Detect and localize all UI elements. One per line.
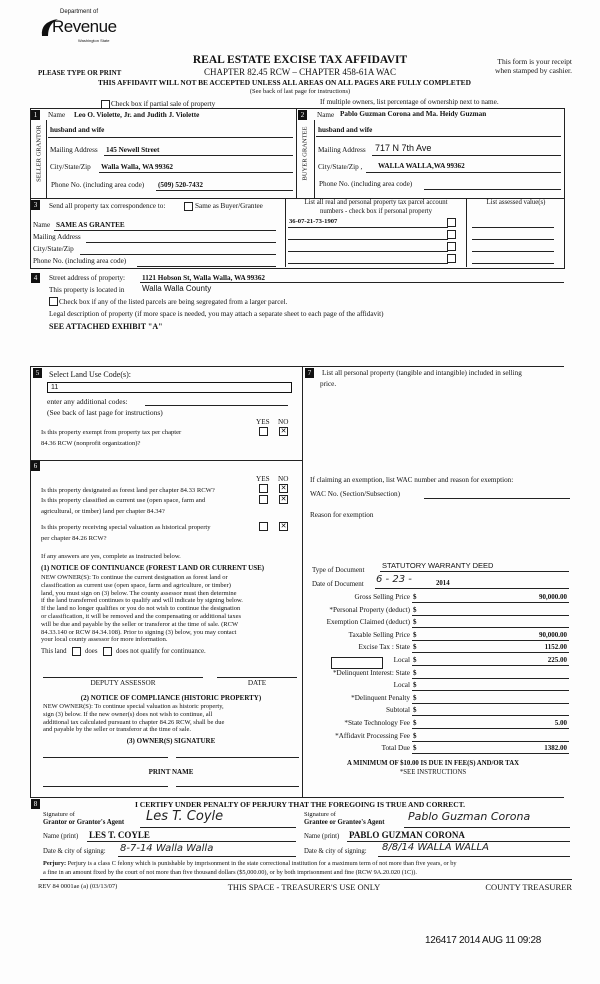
street-field[interactable]: 1121 Hobson St, Walla Walla, WA 99362 xyxy=(142,274,266,282)
parcel-header-1: List all real and personal property tax parcel account xyxy=(304,199,448,206)
section-number: 1 xyxy=(31,110,40,120)
grantor-date-city-field[interactable]: 8-7-14 Walla Walla xyxy=(120,843,214,854)
recording-stamp: 126417 2014 AUG 11 09:28 xyxy=(425,935,542,946)
does-not-qualify-checkbox[interactable] xyxy=(103,647,112,656)
forest-question: Is this property designated as forest land per chapter 84.33 RCW? xyxy=(41,487,215,494)
seller-side-label: SELLER GRANTOR xyxy=(35,125,43,182)
name-print-label: Name (print) xyxy=(304,833,340,840)
grantor-signature[interactable]: Les T. Coyle xyxy=(146,809,224,824)
notice2-title: (2) NOTICE OF COMPLIANCE (HISTORIC PROPERTY) xyxy=(80,694,262,702)
notice1-body xyxy=(41,574,243,644)
county-label: This property is located in xyxy=(49,286,125,294)
current-use-question: Is this property classified as current use (open space, farm and xyxy=(41,497,206,504)
parcel-number-field[interactable] xyxy=(288,263,448,264)
tax-row-label: Gross Selling Price xyxy=(354,593,410,601)
seller-phone-label: Phone No. (including area code) xyxy=(51,181,145,189)
form-id: REV 84 0001ae (a) (03/13/07) xyxy=(38,883,118,890)
buyer-city-label: City/State/Zip , xyxy=(318,163,363,171)
grantor-agent-label: Grantor or Grantor's Agent xyxy=(43,819,125,826)
exempt-question: Is this property exempt from property tax per chapter xyxy=(41,429,182,436)
corr-city-label: City/State/Zip xyxy=(33,245,74,253)
section-number: 5 xyxy=(33,368,42,378)
currency-symbol: $ xyxy=(413,618,417,627)
currency-symbol: $ xyxy=(413,605,417,614)
tax-row-label: *Affidavit Processing Fee xyxy=(335,731,410,740)
sig-of-label: Signature of xyxy=(43,811,75,818)
owner-signature-title: (3) OWNER(S) SIGNATURE xyxy=(126,737,216,745)
currency-symbol: $ xyxy=(413,668,417,677)
notice-line: additional tax calculated pursuant to chapter 84.26 RCW, shall be due xyxy=(43,718,225,726)
tax-row-label: *Delinquent Interest: State xyxy=(332,668,410,677)
forest-yes-checkbox[interactable] xyxy=(259,484,268,493)
multiple-owners-note: If multiple owners, list percentage of ownership next to name. xyxy=(320,98,499,106)
dept-logo-text: Revenue xyxy=(52,17,117,36)
land-use-code-field[interactable]: 11 xyxy=(47,382,292,393)
personal-property-checkbox[interactable] xyxy=(447,242,456,251)
currency-symbol: $ xyxy=(413,719,417,727)
treasurer-use-label: THIS SPACE - TREASURER'S USE ONLY xyxy=(227,882,381,892)
buyer-side-label: BUYER GRANTEE xyxy=(301,126,309,181)
date-city-label: Date & city of signing: xyxy=(304,848,367,855)
notice-line: If the land no longer qualifies or you do not wish to continue the designation xyxy=(41,605,241,613)
dept-top: Department of xyxy=(60,9,99,15)
doc-type-label: Type of Document xyxy=(312,566,365,574)
partial-sale-label: Check box if partial sale of property xyxy=(111,100,216,108)
assessor-date-label: DATE xyxy=(247,679,267,687)
name-print-label: Name (print) xyxy=(43,833,79,840)
county-field[interactable]: Walla Walla County xyxy=(142,284,212,293)
historic-question-2: per chapter 84.26 RCW? xyxy=(41,535,107,542)
notice-line: or classification, it will be removed and the compensating or additional taxes xyxy=(41,612,241,620)
currency-symbol: $ xyxy=(413,706,417,715)
parcel-header-2: numbers - check box if personal property xyxy=(319,208,433,215)
tax-row-value[interactable]: 1152.00 xyxy=(544,643,567,652)
section-number: 3 xyxy=(31,200,40,210)
personal-property-label: List all personal property (tangible and intangible) included in selling xyxy=(322,369,522,377)
current-use-yes-checkbox[interactable] xyxy=(259,495,268,504)
current-use-question-2: agricultural, or timber) land per chapter 84.34? xyxy=(41,508,165,515)
perjury-label: Perjury: xyxy=(43,860,67,867)
forest-no-checkbox[interactable]: ✕ xyxy=(280,484,287,492)
doc-date-year: 2014 xyxy=(436,580,450,587)
sig-of-label: Signature of xyxy=(304,811,336,818)
personal-property-checkbox[interactable] xyxy=(447,254,456,263)
doc-date-label: Date of Document xyxy=(312,580,364,588)
buyer-name-label: Name xyxy=(317,111,335,119)
warning: THIS AFFIDAVIT WILL NOT BE ACCEPTED UNLESS ALL AREAS ON ALL PAGES ARE FULLY COMPLETED xyxy=(98,78,471,87)
tax-row-value[interactable]: 90,000.00 xyxy=(539,630,567,639)
tax-row-label: *Delinquent Penalty xyxy=(351,693,410,702)
yes-header: YES xyxy=(256,418,270,426)
segregated-label: Check box if any of the listed parcels are being segregated from a larger parcel. xyxy=(59,298,288,306)
notice-line: your local county assessor for more information. xyxy=(41,636,168,644)
currency-symbol: $ xyxy=(413,630,417,639)
assessed-value-field[interactable] xyxy=(472,227,554,228)
print-name-line[interactable] xyxy=(176,786,299,787)
currency-symbol: $ xyxy=(413,593,417,601)
currency-symbol: $ xyxy=(413,681,417,690)
notice1-title: (1) NOTICE OF CONTINUANCE (FOREST LAND OR CURRENT USE) xyxy=(41,564,265,572)
parcel-number-field[interactable] xyxy=(288,239,448,240)
historic-question: Is this property receiving special valuation as historical property xyxy=(41,524,211,531)
seller-phone-field[interactable]: (509) 520-7432 xyxy=(158,181,203,189)
yes-header: YES xyxy=(256,475,270,483)
assessed-header: List assessed value(s) xyxy=(486,199,546,206)
notice2-body xyxy=(43,703,224,734)
exemption-label: If claiming an exemption, list WAC number and reason for exemption: xyxy=(310,476,514,484)
seller-name-field[interactable]: Leo O. Violette, Jr. and Judith J. Violette xyxy=(74,111,200,119)
tax-row-value[interactable]: 5.00 xyxy=(554,719,567,727)
tax-row-value[interactable]: 225.00 xyxy=(547,656,567,664)
if-yes-note: If any answers are yes, complete as instructed below. xyxy=(41,553,181,560)
currency-symbol: $ xyxy=(413,744,417,753)
buyer-phone-label: Phone No. (including area code) xyxy=(319,180,413,188)
legal-label: Legal description of property (if more space is needed, you may attach a separate sheet to each page of the affidavit) xyxy=(49,310,384,318)
county-treasurer-label: COUNTY TREASURER xyxy=(485,882,572,892)
seller-mail-label: Mailing Address xyxy=(50,146,98,154)
deputy-assessor-label: DEPUTY ASSESSOR xyxy=(90,679,156,687)
dept-state: Washington State xyxy=(78,38,110,43)
notice-line: NEW OWNER(S): To continue the current designation as forest land or xyxy=(41,574,228,581)
form-title: REAL ESTATE EXCISE TAX AFFIDAVIT xyxy=(192,54,408,66)
currency-symbol: $ xyxy=(413,693,417,702)
form-chapter: CHAPTER 82.45 RCW – CHAPTER 458-61A WAC xyxy=(204,67,396,77)
correspondence-label: Send all property tax correspondence to: xyxy=(49,202,166,210)
exempt-question-2: 84.36 RCW (nonprofit organization)? xyxy=(41,440,141,447)
this-land-label: This land xyxy=(41,648,67,655)
does-qualify-checkbox[interactable] xyxy=(72,647,81,656)
additional-codes-field[interactable] xyxy=(145,405,288,406)
same-as-buyer-label: Same as Buyer/Grantee xyxy=(195,202,263,210)
buyer-mail-field[interactable]: 717 N 7th Ave xyxy=(375,143,432,153)
seller-name-label: Name xyxy=(48,111,66,119)
tax-row-value[interactable]: 1382.00 xyxy=(544,744,567,753)
tax-row-label: Taxable Selling Price xyxy=(348,630,410,639)
no-header: NO xyxy=(278,475,289,483)
parcel-number-field[interactable] xyxy=(288,251,448,252)
section-number: 8 xyxy=(31,799,40,809)
tax-row-label: Local xyxy=(393,656,410,664)
street-label: Street address of property: xyxy=(49,274,126,282)
section-number: 4 xyxy=(31,273,40,283)
tax-row-label: *State Technology Fee xyxy=(344,719,410,727)
section-number: 7 xyxy=(305,368,314,378)
print-name-line[interactable] xyxy=(43,786,168,787)
notice-line: land, you must sign on (3) below. The county assessor must then determine xyxy=(41,589,237,597)
no-header: NO xyxy=(278,418,289,426)
notice-line: 84.33.140 or RCW 84.34.108). Prior to signing (3) below, you may contact xyxy=(41,628,237,636)
corr-mail-label: Mailing Address xyxy=(33,233,81,241)
owner-signature-line[interactable] xyxy=(43,757,168,758)
tax-row-value[interactable]: 90,000.00 xyxy=(539,593,567,601)
perjury-text-2: a fine in an amount fixed by the court of not more than five thousand dollars ($5,000.00), or by both imprisonment and fine (RCW 9A.20.020 (1C)). xyxy=(43,869,417,876)
personal-property-label-2: price. xyxy=(320,380,337,388)
buyer-name-2-field[interactable]: husband and wife xyxy=(318,126,373,134)
see-instructions-note: *SEE INSTRUCTIONS xyxy=(399,769,467,776)
grantee-signature[interactable]: Pablo Guzman Corona xyxy=(408,810,531,823)
deputy-assessor-line[interactable] xyxy=(43,677,203,678)
notice-line: classification as current use (open space, farm and agriculture, or timber) xyxy=(41,581,231,589)
buyer-city-field[interactable]: WALLA WALLA,WA 99362 xyxy=(378,162,465,170)
exempt-no-checkbox[interactable]: ✕ xyxy=(280,427,287,435)
tax-row-label: Subtotal xyxy=(386,706,410,715)
notice-line: if the land transferred continues to qualify and will indicate by signing below. xyxy=(41,597,243,605)
corr-name-field[interactable]: SAME AS GRANTEE xyxy=(56,221,125,229)
see-back-note: (See back of last page for instructions) xyxy=(47,408,163,417)
tax-row-label: Excise Tax : State xyxy=(358,643,410,652)
tax-row-label: Local xyxy=(393,681,410,690)
date-city-label: Date & city of signing: xyxy=(43,848,106,855)
notice-line: will be due and payable by the seller or transferor at the time of sale. (RCW xyxy=(41,620,239,628)
current-use-no-checkbox[interactable]: ✕ xyxy=(280,495,287,503)
notice-line: sign (3) below. If the new owner(s) does not wish to continue, all xyxy=(43,710,213,718)
corr-name-label: Name xyxy=(33,221,51,229)
owner-signature-line[interactable] xyxy=(176,757,299,758)
tax-row-label: *Personal Property (deduct) xyxy=(329,605,410,614)
legal-description-field[interactable]: SEE ATTACHED EXHIBIT "A" xyxy=(49,322,163,331)
grantee-name-field[interactable]: PABLO GUZMAN CORONA xyxy=(349,830,465,840)
minimum-due-note: A MINIMUM OF $10.00 IS DUE IN FEE(S) AND/OR TAX xyxy=(346,760,520,767)
exempt-yes-checkbox[interactable] xyxy=(259,427,268,436)
assessed-value-field[interactable] xyxy=(472,263,554,264)
seller-city-field[interactable]: Walla Walla, WA 99362 xyxy=(101,163,174,171)
receipt-note-1: This form is your receipt xyxy=(497,57,572,66)
notice-line: NEW OWNER(S): To continue special valuation as historic property, xyxy=(43,703,224,710)
assessed-value-field[interactable] xyxy=(472,251,554,252)
doc-type-field[interactable]: STATUTORY WARRANTY DEED xyxy=(382,561,494,570)
reason-label: Reason for exemption xyxy=(310,511,374,519)
wac-field[interactable] xyxy=(424,498,570,499)
personal-property-checkbox[interactable] xyxy=(447,230,456,239)
print-name-label: PRINT NAME xyxy=(148,768,194,776)
currency-symbol: $ xyxy=(413,643,417,652)
buyer-mail-label: Mailing Address xyxy=(318,146,366,154)
see-back: (See back of last page for instructions) xyxy=(249,88,351,95)
grantor-name-field[interactable]: LES T. COYLE xyxy=(89,830,150,840)
land-use-label: Select Land Use Code(s): xyxy=(49,370,131,379)
does-not-label: does not qualify for continuance. xyxy=(116,648,206,655)
assessor-date-line[interactable] xyxy=(217,677,297,678)
does-label: does xyxy=(85,648,98,655)
notice-line: and payable by the seller or transferor at the time of sale. xyxy=(43,726,191,734)
tax-row-label: Exemption Claimed (deduct) xyxy=(326,618,410,627)
historic-no-checkbox[interactable]: ✕ xyxy=(280,522,287,530)
doc-date-field[interactable]: 6 - 23 - xyxy=(376,574,412,585)
corr-phone-label: Phone No. (including area code) xyxy=(33,257,127,265)
section-number: 6 xyxy=(31,461,40,471)
certify-statement: I CERTIFY UNDER PENALTY OF PERJURY THAT THE FOREGOING IS TRUE AND CORRECT. xyxy=(134,800,465,809)
seller-mail-field[interactable]: 145 Newell Street xyxy=(106,146,160,154)
grantee-date-city-field[interactable]: 8/8/14 WALLA WALLA xyxy=(382,842,489,853)
please-type: PLEASE TYPE OR PRINT xyxy=(38,69,122,77)
currency-symbol: $ xyxy=(413,731,417,740)
buyer-name-field[interactable]: Pablo Guzman Corona and Ma. Heidy Guzman xyxy=(340,110,487,118)
currency-symbol: $ xyxy=(413,656,417,664)
same-as-buyer-checkbox[interactable] xyxy=(184,202,193,211)
wac-label: WAC No. (Section/Subsection) xyxy=(310,490,401,498)
personal-property-checkbox[interactable] xyxy=(447,218,456,227)
section-number: 2 xyxy=(298,110,307,120)
seller-name-2-field[interactable]: husband and wife xyxy=(50,126,105,134)
parcel-number-field[interactable]: 36-07-21-73-1907 xyxy=(289,218,338,225)
historic-yes-checkbox[interactable] xyxy=(259,522,268,531)
perjury-text-1: Perjury is a class C felony which is punishable by imprisonment in the state correctional institution for a maximum term of not more than five years, or by xyxy=(67,860,457,867)
grantee-agent-label: Grantee or Grantee's Agent xyxy=(304,819,385,826)
tax-row-label: Total Due xyxy=(381,744,410,753)
additional-codes-label: enter any additional codes: xyxy=(47,397,128,406)
segregated-checkbox[interactable] xyxy=(49,297,58,306)
receipt-note-2: when stamped by cashier. xyxy=(494,66,572,75)
assessed-value-field[interactable] xyxy=(472,239,554,240)
seller-city-label: City/State/Zip xyxy=(50,163,91,171)
